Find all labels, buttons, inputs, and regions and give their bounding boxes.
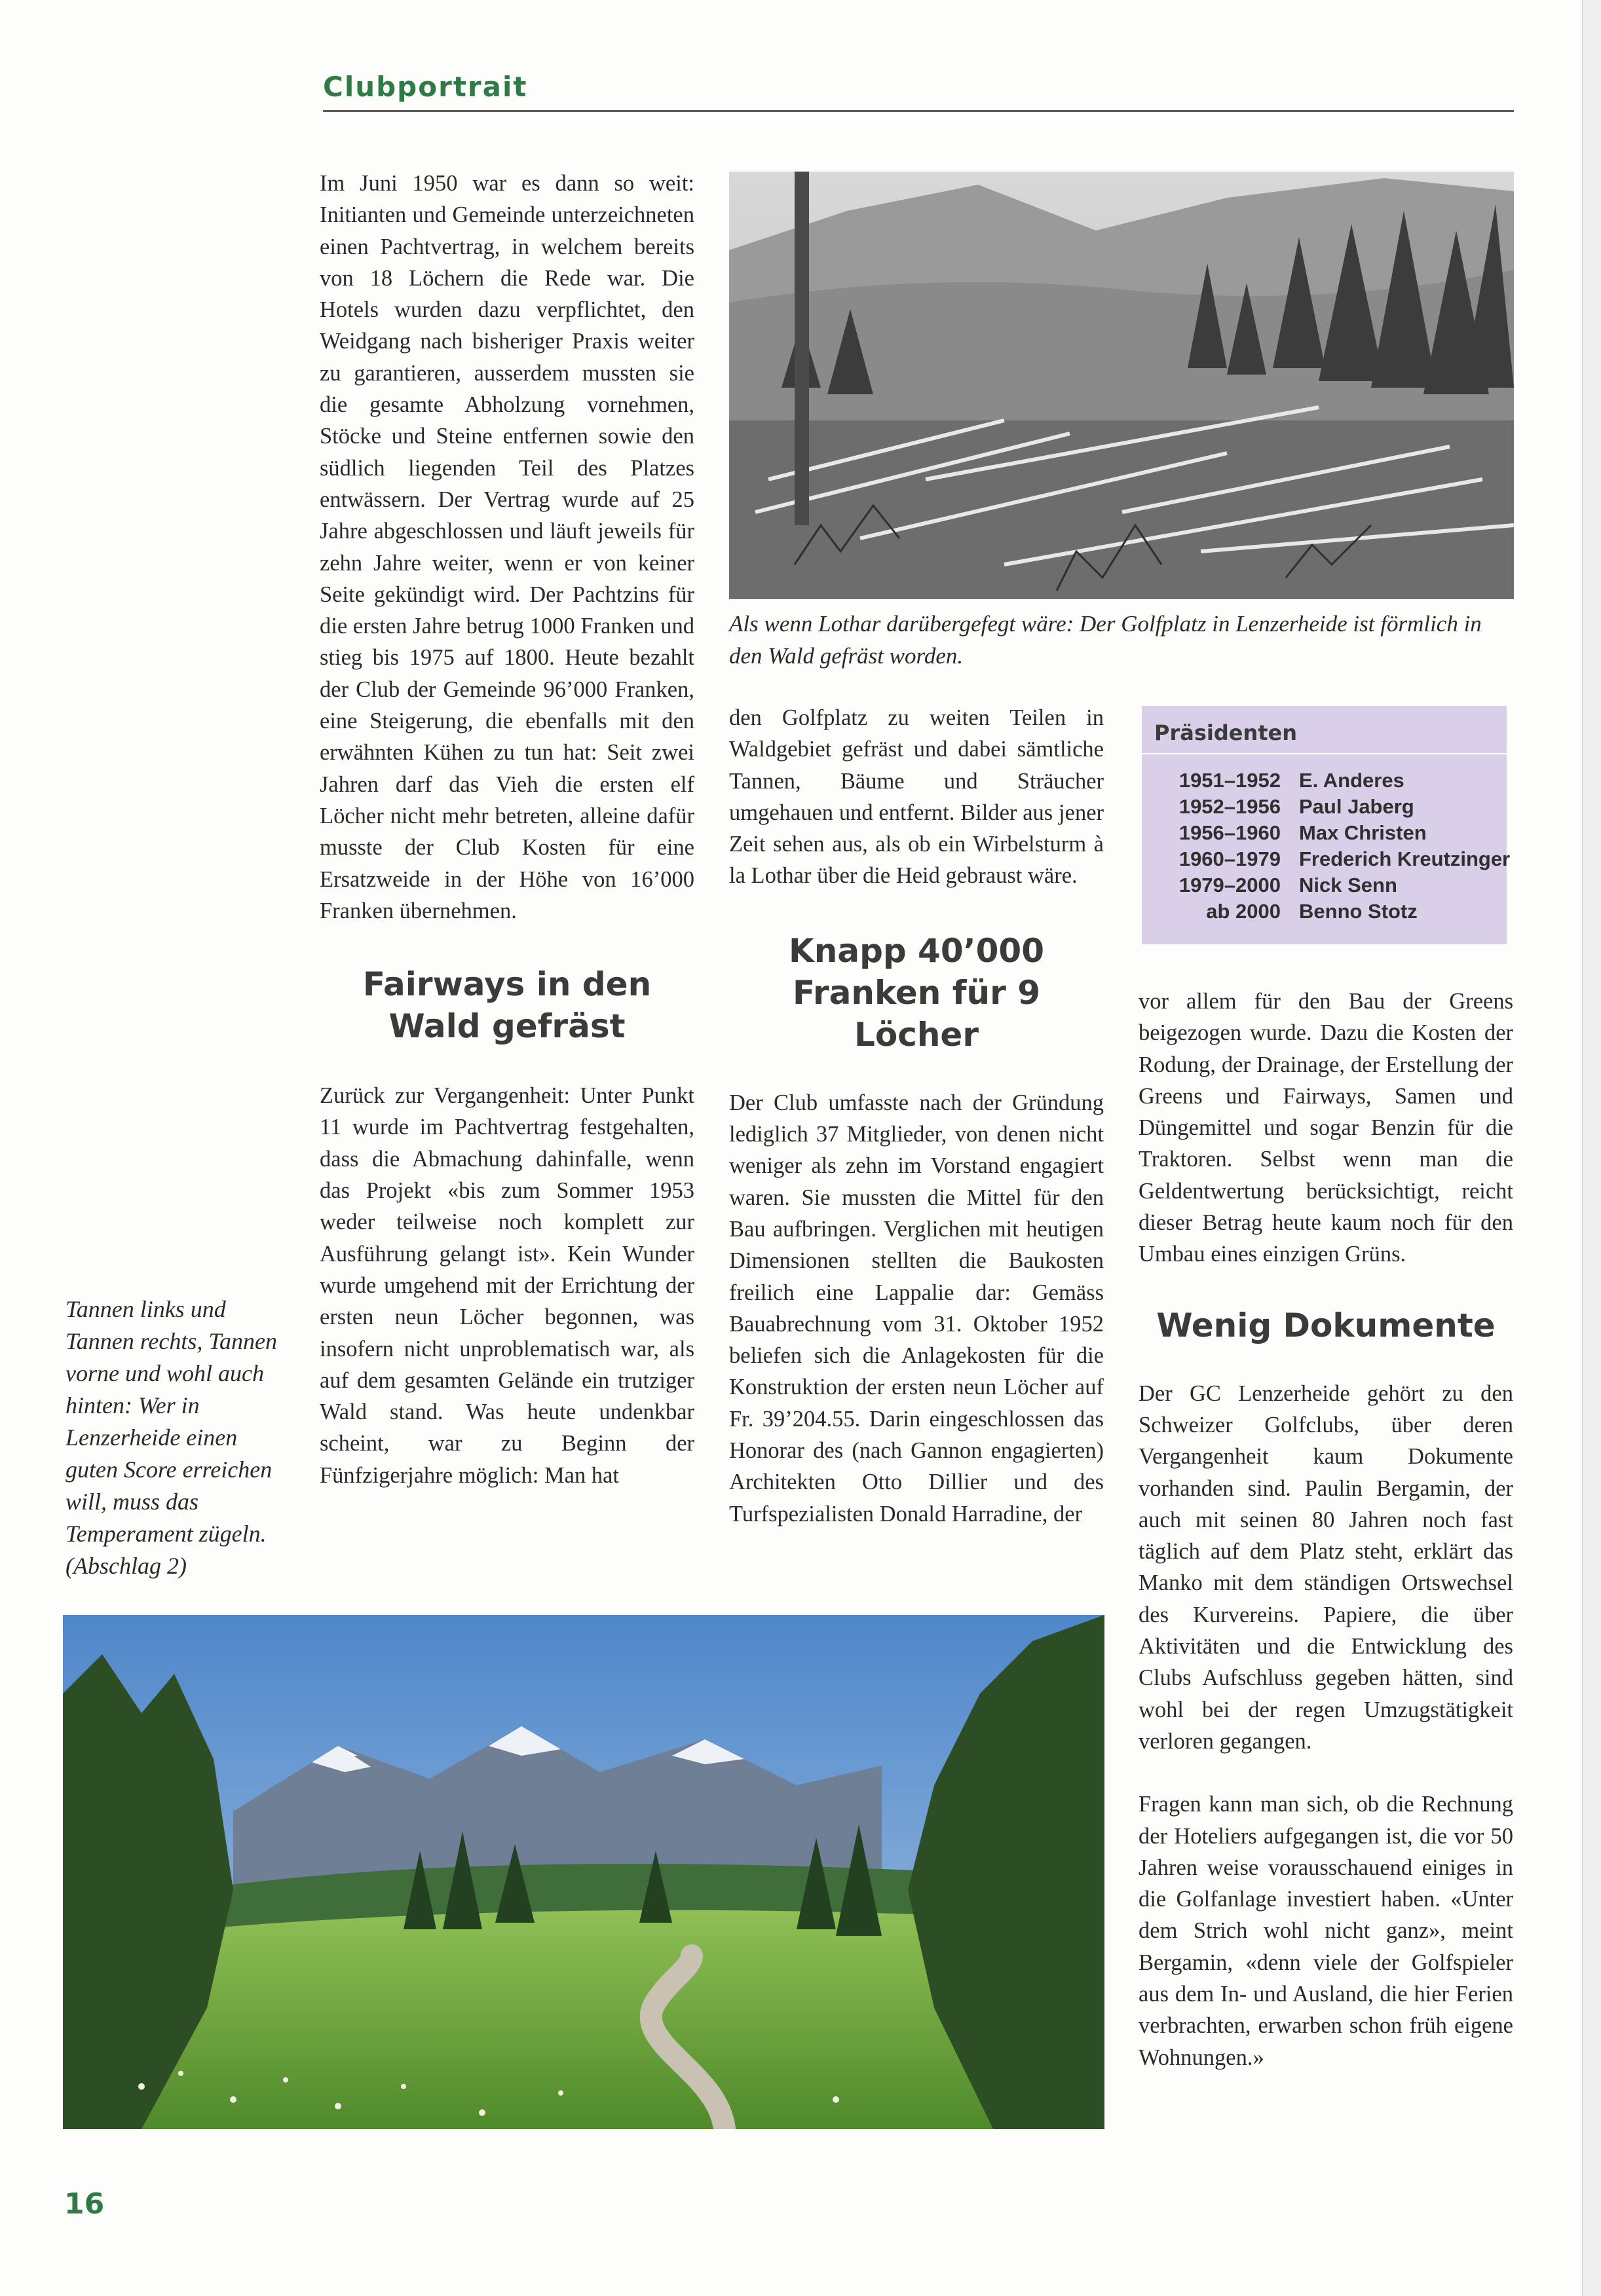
column-1-paragraph-2: Zurück zur Vergangenheit: Unter Punkt 11 wurde im Pachtvertrag festgehalten, dass die Abmachung dahinfalle, wenn das Projekt «bis zum Sommer 1953 weder teilweise noch komplett zur Ausführung gelangt ist». Kein Wunder wurde umgehend mit der Errichtung der ersten neun Löcher begonnen, was insofern nicht unproblematisch war, als auf dem gesamten Gelände ein trutziger Wald stand. Was heute undenkbar scheint, war zu Beginn der Fünfzigerjahre möglich: Man hat (320, 1083, 694, 1488)
column-2 (729, 702, 1104, 1530)
presidents-title: Präsidenten (1154, 720, 1298, 745)
column-2-paragraph-2: Der Club umfasste nach der Gründung lediglich 37 Mitglieder, von denen nicht weniger als zehn im Vorstand engagiert waren. Sie mussten die Mittel für den Bau aufbringen. Verglichen mit heutigen Dimensionen stellten die Baukosten freilich eine Lappalie dar: Gemäss Bauabrechnung vom 31. Oktober 1952 beliefen sich die Anlagekosten für die Konstruktion der ersten neun Löcher auf Fr. 39’204.55. Darin eingeschlossen das Honorar des (nach Gannon engagierten) Architekten Otto Dillier und des Turfspezialisten Donald Harradine, der (729, 1090, 1104, 1527)
president-row: 1960–1979 Frederich Kreutzinger (1178, 847, 1511, 870)
president-row: 1979–2000 Nick Senn (1178, 874, 1397, 897)
president-row: 1956–1960 Max Christen (1178, 821, 1427, 844)
column-3 (1139, 986, 1513, 2073)
column-3-paragraph-3: Fragen kann man sich, ob die Rechnung der Hoteliers aufgegangen ist, die vor 50 Jahren weise vorausschauend einiges in die Golfanlage investiert haben. «Unter dem Strich wohl nicht ganz», meint Bergamin, «denn viele der Golfspieler aus dem In- und Ausland, die hier Ferien verbrachten, erwarben schon früh eigene Wohnungen.» (1139, 1792, 1513, 2070)
page-number: 16 (64, 2187, 105, 2221)
president-row: ab 2000 Benno Stotz (1206, 900, 1418, 923)
column-1 (320, 168, 694, 1491)
president-row: 1952–1956 Paul Jaberg (1178, 795, 1414, 818)
column-2-paragraph: den Golfplatz zu weiten Teilen in Waldgebiet gefräst und dabei sämtliche Tannen, Bäume und Sträucher umgehauen und entfernt. Bilder aus jener Zeit sehen aus, als ob ein Wirbelsturm à la Lothar über die Heid gebraust wäre. (729, 705, 1104, 889)
president-row: 1951–1952 E. Anderes (1178, 769, 1404, 792)
top-photo-caption: Als wenn Lothar darübergefegt wäre: Der Golfplatz in Lenzerheide ist förmlich in den Wald gefräst worden. (729, 611, 1482, 669)
presidents-rule (1142, 753, 1507, 754)
header-rule (323, 110, 1514, 112)
column-3-paragraph-2: Der GC Lenzerheide gehört zu den Schweizer Golfclubs, über deren Vergangenheit kaum Dokumente vorhanden sind. Paulin Bergamin, der auch mit seinen 80 Jahren noch fast täglich auf dem Platz steht, erklärt das Manko mit dem ständigen Ortswechsel des Kurvereins. Papiere, die über Aktivitäten und die Entwicklung des Clubs Aufschluss gegeben hätten, sind wohl bei der regen Umzugstätigkeit verloren gegangen. (1139, 1380, 1513, 1754)
forest-clearing-photo (729, 172, 1514, 599)
heading-fairways: Fairways in den Wald gefräst (362, 965, 652, 1046)
section-label: Clubportrait (323, 71, 528, 103)
side-photo-caption: Tannen links und Tannen rechts, Tannen vorne und wohl auch hinten: Wer in Lenzerheide einen guten Score erreichen will, muss das Temperament zügeln. (Abschlag 2) (66, 1296, 278, 1579)
page-edge (1582, 0, 1601, 2296)
fairway-landscape-photo (63, 1615, 1104, 2129)
column-3-paragraph: vor allem für den Bau der Greens beigezogen wurde. Dazu die Kosten der Rodung, der Drainage, der Erstellung der Greens und Fairways, Samen und Düngemittel und sogar Benzin für die Traktoren. Selbst wenn man die Geldentwertung berücksichtigt, reicht dieser Betrag heute kaum noch für den Umbau eines einzigen Grüns. (1139, 989, 1513, 1267)
column-1-paragraph: Im Juni 1950 war es dann so weit: Initianten und Gemeinde unterzeichneten einen Pachtvertrag, in welchem bereits von 18 Löchern die Rede war. Die Hotels wurden dazu verpflichtet, den Weidgang nach bisheriger Praxis weiter zu garantieren, ausserdem mussten sie die gesamte Abholzung vornehmen, Stöcke und Steine entfernen sowie den südlich liegenden Teil des Platzes entwässern. Der Vertrag wurde auf 25 Jahre abgeschlossen und läuft jeweils für zehn Jahre weiter, wenn er von keiner Seite gekündigt wird. Der Pachtzins für die ersten Jahre betrug 1000 Franken und stieg bis 1975 auf 1800. Heute bezahlt der Club der Gemeinde 96’000 Franken, eine Steigerung, die ebenfalls mit den erwähnten Kühen zu tun hat: Seit zwei Jahren darf das Vieh die ersten elf Löcher nicht mehr betreten, alleine dafür musste der Club Kosten für eine Ersatzweide in der Höhe von 16’000 Franken übernehmen. (320, 171, 694, 923)
heading-wenig: Wenig Dokumente (1156, 1306, 1496, 1344)
heading-knapp: Knapp 40’000 Franken für 9 Löcher (788, 931, 1044, 1054)
